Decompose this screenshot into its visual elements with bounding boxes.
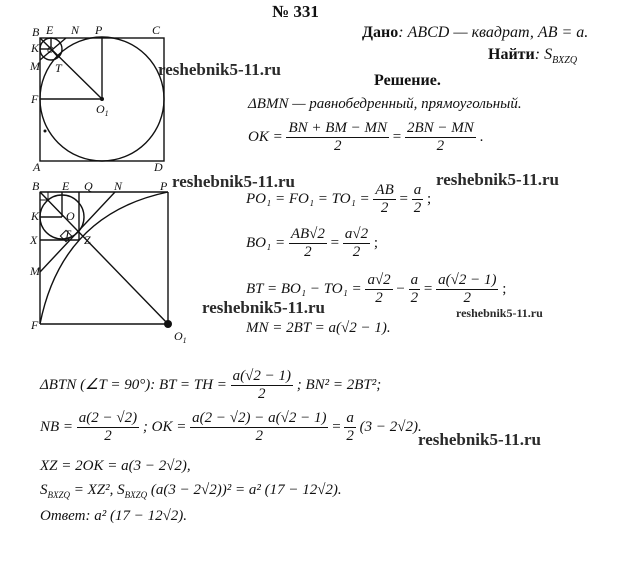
label-f: F [31,318,39,332]
frac-den: 2 [104,428,112,444]
label-f: F [31,92,39,106]
line-5-frac2 [409,272,421,307]
figure-square-circles [0,0,200,175]
diagonal-bo1 [40,192,168,324]
line-2-eq: = [392,128,402,145]
line-9-text: XZ = 2OK = a(3 − 2√2), [40,458,191,474]
line-4-frac1 [289,226,327,261]
line-8-end: (3 − 2√2). [359,418,422,435]
line-2-end: . [479,128,484,145]
label-m: M [30,264,40,278]
given-line [362,24,588,42]
line-8-mid: ; OK = [142,418,187,435]
frac-den: 2 [258,386,266,402]
line-7-rhs: ; BN² = 2BT²; [296,376,382,393]
watermark: reshebnik5-11.ru [436,170,559,189]
frac-num: a(2 − √2) − a(√2 − 1) [192,410,327,426]
line-3-eq: = [399,190,408,207]
frac-den: 2 [410,290,419,306]
line-8-lhs: NB = [40,418,74,435]
frac-den: 2 [463,290,472,306]
line-10-s1: S [40,482,48,498]
line-9 [40,458,191,475]
line-1-text: ΔBMN — равнобедренный, прямоугольный. [248,96,522,112]
line-8-frac1 [77,410,139,445]
solution-label: Решение. [374,72,441,89]
label-o: O [47,45,54,55]
given-text: : ABCD — квадрат, AB = a. [398,24,589,41]
figure-corner-zoom [0,180,200,350]
frac-den: 2 [352,244,361,260]
answer-text: Ответ: a² (17 − 12√2). [40,508,188,524]
line-10-end: (a(3 − 2√2))² = a² (17 − 12√2). [147,482,342,498]
line-5-frac1 [365,272,392,307]
watermark: reshebnik5-11.ru [158,60,281,79]
label-m: M [30,59,40,73]
frac-num: AB√2 [290,226,325,242]
line-3-lhs: PO₁ = FO₁ = TO₁ = [246,190,370,207]
label-x: X [30,233,38,247]
line-1 [248,96,522,113]
label-a: A [33,160,41,174]
frac-den: 2 [436,138,445,154]
label-k: K [31,209,40,223]
label-c: C [152,23,161,37]
line-2-lhs: OK = [248,128,283,145]
frac-num: a(√2 − 1) [438,272,497,288]
line-4-frac2 [343,226,370,261]
label-b: B [32,180,40,193]
line-7 [40,368,381,403]
label-q: Q [84,180,93,193]
line-6 [246,320,391,337]
line-5-end: ; [502,280,507,297]
given-label: Дано [362,24,399,41]
frac-num: a(√2 − 1) [232,368,291,384]
label-p: P [95,23,103,37]
watermark: reshebnik5-11.ru [202,298,325,317]
find-text: : S [534,46,553,63]
line-5-minus: − [396,280,405,297]
line-4 [246,226,378,261]
frac-num: a(2 − √2) [78,410,138,426]
label-p: P [160,180,168,193]
label-z: Z [84,233,91,247]
line-8-frac2 [190,410,328,445]
line-7-lhs: ΔBTN (∠T = 90°): BT = TH = [40,376,227,393]
line-8-frac3 [344,410,356,445]
line-2 [248,120,483,155]
line-10-sub1: BXZQ [47,490,70,500]
label-o1-sub: 1 [182,336,187,345]
label-o1 [174,329,187,345]
stray-dot [44,130,47,133]
line-3-frac1 [373,182,395,217]
line-4-lhs: BO₁ = [246,234,286,251]
label-b: B [32,25,40,39]
find-label: Найти [488,46,535,63]
line-10-mid: = XZ², S [70,482,125,498]
line-8 [40,410,422,445]
frac-den: 2 [375,290,383,306]
frac-num: BN + BM − MN [288,120,388,136]
line-4-end: ; [373,234,379,251]
label-o: O [66,209,75,223]
line-5-frac3 [436,272,498,307]
frac-den: 2 [304,244,312,260]
frac-num: a√2 [367,272,391,288]
frac-den: 2 [346,428,354,444]
label-d: D [154,160,163,174]
frac-den: 2 [380,200,389,216]
label-n: N [114,180,123,193]
frac-num: a [410,272,419,288]
problem-number: № 331 [272,2,319,21]
line-7-frac [231,368,293,403]
center-dot-o1 [164,320,172,328]
line-5-lhs: BT = BO₁ − TO₁ = [246,280,362,297]
line-10-sub2: BXZQ [124,490,148,500]
line-3-frac2 [412,182,424,217]
line-4-eq: = [330,234,340,251]
frac-num: a [413,182,422,198]
line-10 [40,482,342,500]
frac-num: AB [375,182,394,198]
watermark: reshebnik5-11.ru [456,306,543,320]
line-11 [40,508,187,525]
label-t: T [64,227,71,241]
frac-den: 2 [255,428,264,444]
center-dot-o1 [100,97,104,101]
line-3-end: ; [426,190,432,207]
line-2-frac1 [286,120,389,155]
label-o1 [96,102,109,118]
label-e: E [62,180,70,193]
line-5-eq: = [423,280,433,297]
label-t: T [55,61,62,75]
label-o1-main: O [96,102,105,116]
frac-num: a [346,410,354,426]
label-o1-main: O [174,329,183,343]
find-line [488,46,577,66]
label-n: N [71,23,80,37]
line-8-eq: = [332,418,341,435]
watermark: reshebnik5-11.ru [418,430,541,449]
watermark: reshebnik5-11.ru [172,172,295,191]
frac-num: a√2 [344,226,369,242]
label-k: K [31,41,40,55]
frac-num: 2BN − MN [407,120,474,136]
label-o1-sub: 1 [104,109,109,118]
line-2-frac2 [405,120,476,155]
label-e: E [46,23,54,37]
frac-den: 2 [413,200,422,216]
frac-den: 2 [334,138,342,154]
line-6-text: MN = 2BT = a(√2 − 1). [246,320,391,336]
find-sub: BXZQ [552,55,578,67]
